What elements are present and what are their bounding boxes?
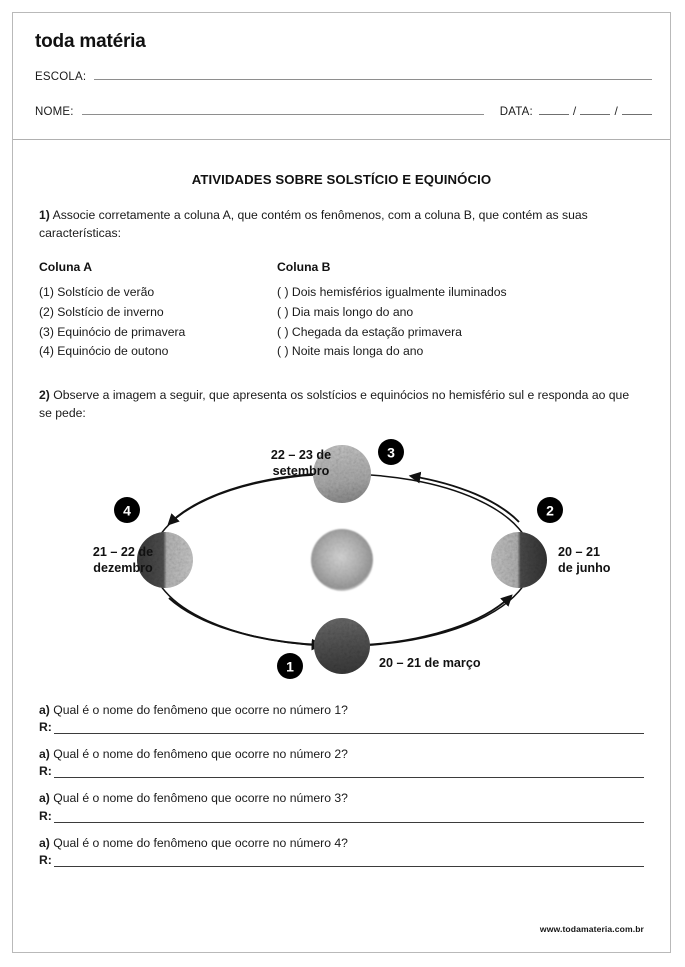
badge-3 [378,439,404,465]
label-june-line1: 20 – 21 [558,545,601,560]
badge-3-label: 3 [387,444,395,461]
answer-2-label: a) [39,747,50,762]
label-march-text: 20 – 21 de março [379,656,481,671]
answer-4-input[interactable] [54,853,644,867]
answer-4-label: a) [39,835,50,850]
worksheet-content [13,172,670,867]
question-2-number: 2) [39,388,50,403]
question-1 [39,206,644,242]
question-1-number: 1) [39,208,50,222]
badge-2 [537,497,563,523]
question-2-text: Observe a imagem a seguir, que apresenta os solstícios e equinócios no hemisfério sul e responda ao que se pede: [39,388,630,421]
answer-2-text: Qual é o nome do fenômeno que ocorre no número 2? [53,747,348,762]
answer-2-input[interactable] [54,764,644,778]
data-slash-2: / [614,104,618,118]
data-month-blank[interactable] [580,105,610,115]
column-b-item[interactable]: ( ) Dia mais longo do ano [277,304,414,319]
column-b [277,260,644,362]
label-december-line2: dezembro [93,561,153,576]
answer-3-label: a) [39,791,50,806]
answer-1-line [39,720,644,734]
answer-4-line [39,853,644,867]
badge-4 [114,497,140,523]
answer-block-2 [39,746,644,778]
answer-4-r: R: [39,852,52,867]
answer-1-input[interactable] [54,720,644,734]
escola-field-row [35,70,652,83]
data-year-blank[interactable] [622,105,652,115]
column-b-item[interactable]: ( ) Chegada da estação primavera [277,324,462,339]
seasons-orbit-diagram [39,438,644,688]
footer-url[interactable]: www.todamateria.com.br [539,924,644,934]
label-june [558,545,611,575]
matching-columns [39,260,644,362]
orbit-arrow-dec-to-march [169,598,321,645]
label-march [379,656,481,670]
earth-position-1 [314,618,370,674]
answer-block-1 [39,702,644,734]
answer-block-3 [39,790,644,822]
column-b-item[interactable]: ( ) Noite mais longa do ano [277,344,424,359]
answer-3-text: Qual é o nome do fenômeno que ocorre no número 3? [53,791,348,806]
answer-question-3 [39,790,644,807]
answer-question-4 [39,835,644,852]
answer-3-r: R: [39,808,52,823]
answer-2-r: R: [39,764,52,779]
badge-2-label: 2 [546,502,554,519]
label-december-line1: 21 – 22 de [92,545,154,560]
answer-1-r: R: [39,720,52,735]
question-1-text: Associe corretamente a coluna A, que contém os fenômenos, com a coluna B, que contém as suas características: [39,208,588,241]
column-a-item: (4) Equinócio de outono [39,344,169,359]
answer-3-line [39,809,644,823]
column-a [39,260,277,362]
nome-label: NOME: [35,106,74,118]
column-a-item: (2) Solstício de inverno [39,304,164,319]
earth-position-2 [491,532,547,588]
column-a-heading: Coluna A [39,260,93,275]
badge-4-label: 4 [123,502,131,519]
sun [311,529,373,591]
column-a-item: (1) Solstício de verão [39,285,155,300]
page-title: ATIVIDADES SOBRE SOLSTÍCIO E EQUINÓCIO [191,172,492,187]
column-b-item[interactable]: ( ) Dois hemisférios igualmente iluminados [277,285,507,300]
answer-block-4 [39,835,644,867]
escola-input-rule[interactable] [94,70,652,80]
data-label: DATA: [499,106,533,118]
column-b-heading: Coluna B [277,260,331,275]
escola-label: ESCOLA: [35,71,87,83]
data-slash-1: / [572,104,577,118]
nome-input-rule[interactable] [82,105,484,115]
brand-logo: toda matéria [35,31,146,52]
worksheet-page [12,12,671,953]
earth-position-4 [137,532,193,588]
nome-field-row [35,104,652,118]
answer-3-input[interactable] [54,809,644,823]
label-september-line2: setembro [272,464,330,479]
column-a-item: (3) Equinócio de primavera [39,324,186,339]
answer-question-2 [39,746,644,763]
answer-1-label: a) [39,703,50,718]
answer-section [39,702,644,866]
answer-1-text: Qual é o nome do fenômeno que ocorre no número 1? [53,703,348,718]
data-field-group [500,104,652,118]
orbit-svg [39,438,646,688]
data-day-blank[interactable] [539,105,569,115]
badge-1 [277,653,303,679]
label-june-line2: de junho [558,561,611,576]
answer-4-text: Qual é o nome do fenômeno que ocorre no número 4? [53,835,348,850]
worksheet-header [13,13,670,140]
orbit-arrow-march-to-june [365,596,511,645]
question-2 [39,386,644,422]
answer-question-1 [39,702,644,719]
answer-2-line [39,764,644,778]
label-september-line1: 22 – 23 de [270,448,332,463]
badge-1-label: 1 [286,658,294,675]
